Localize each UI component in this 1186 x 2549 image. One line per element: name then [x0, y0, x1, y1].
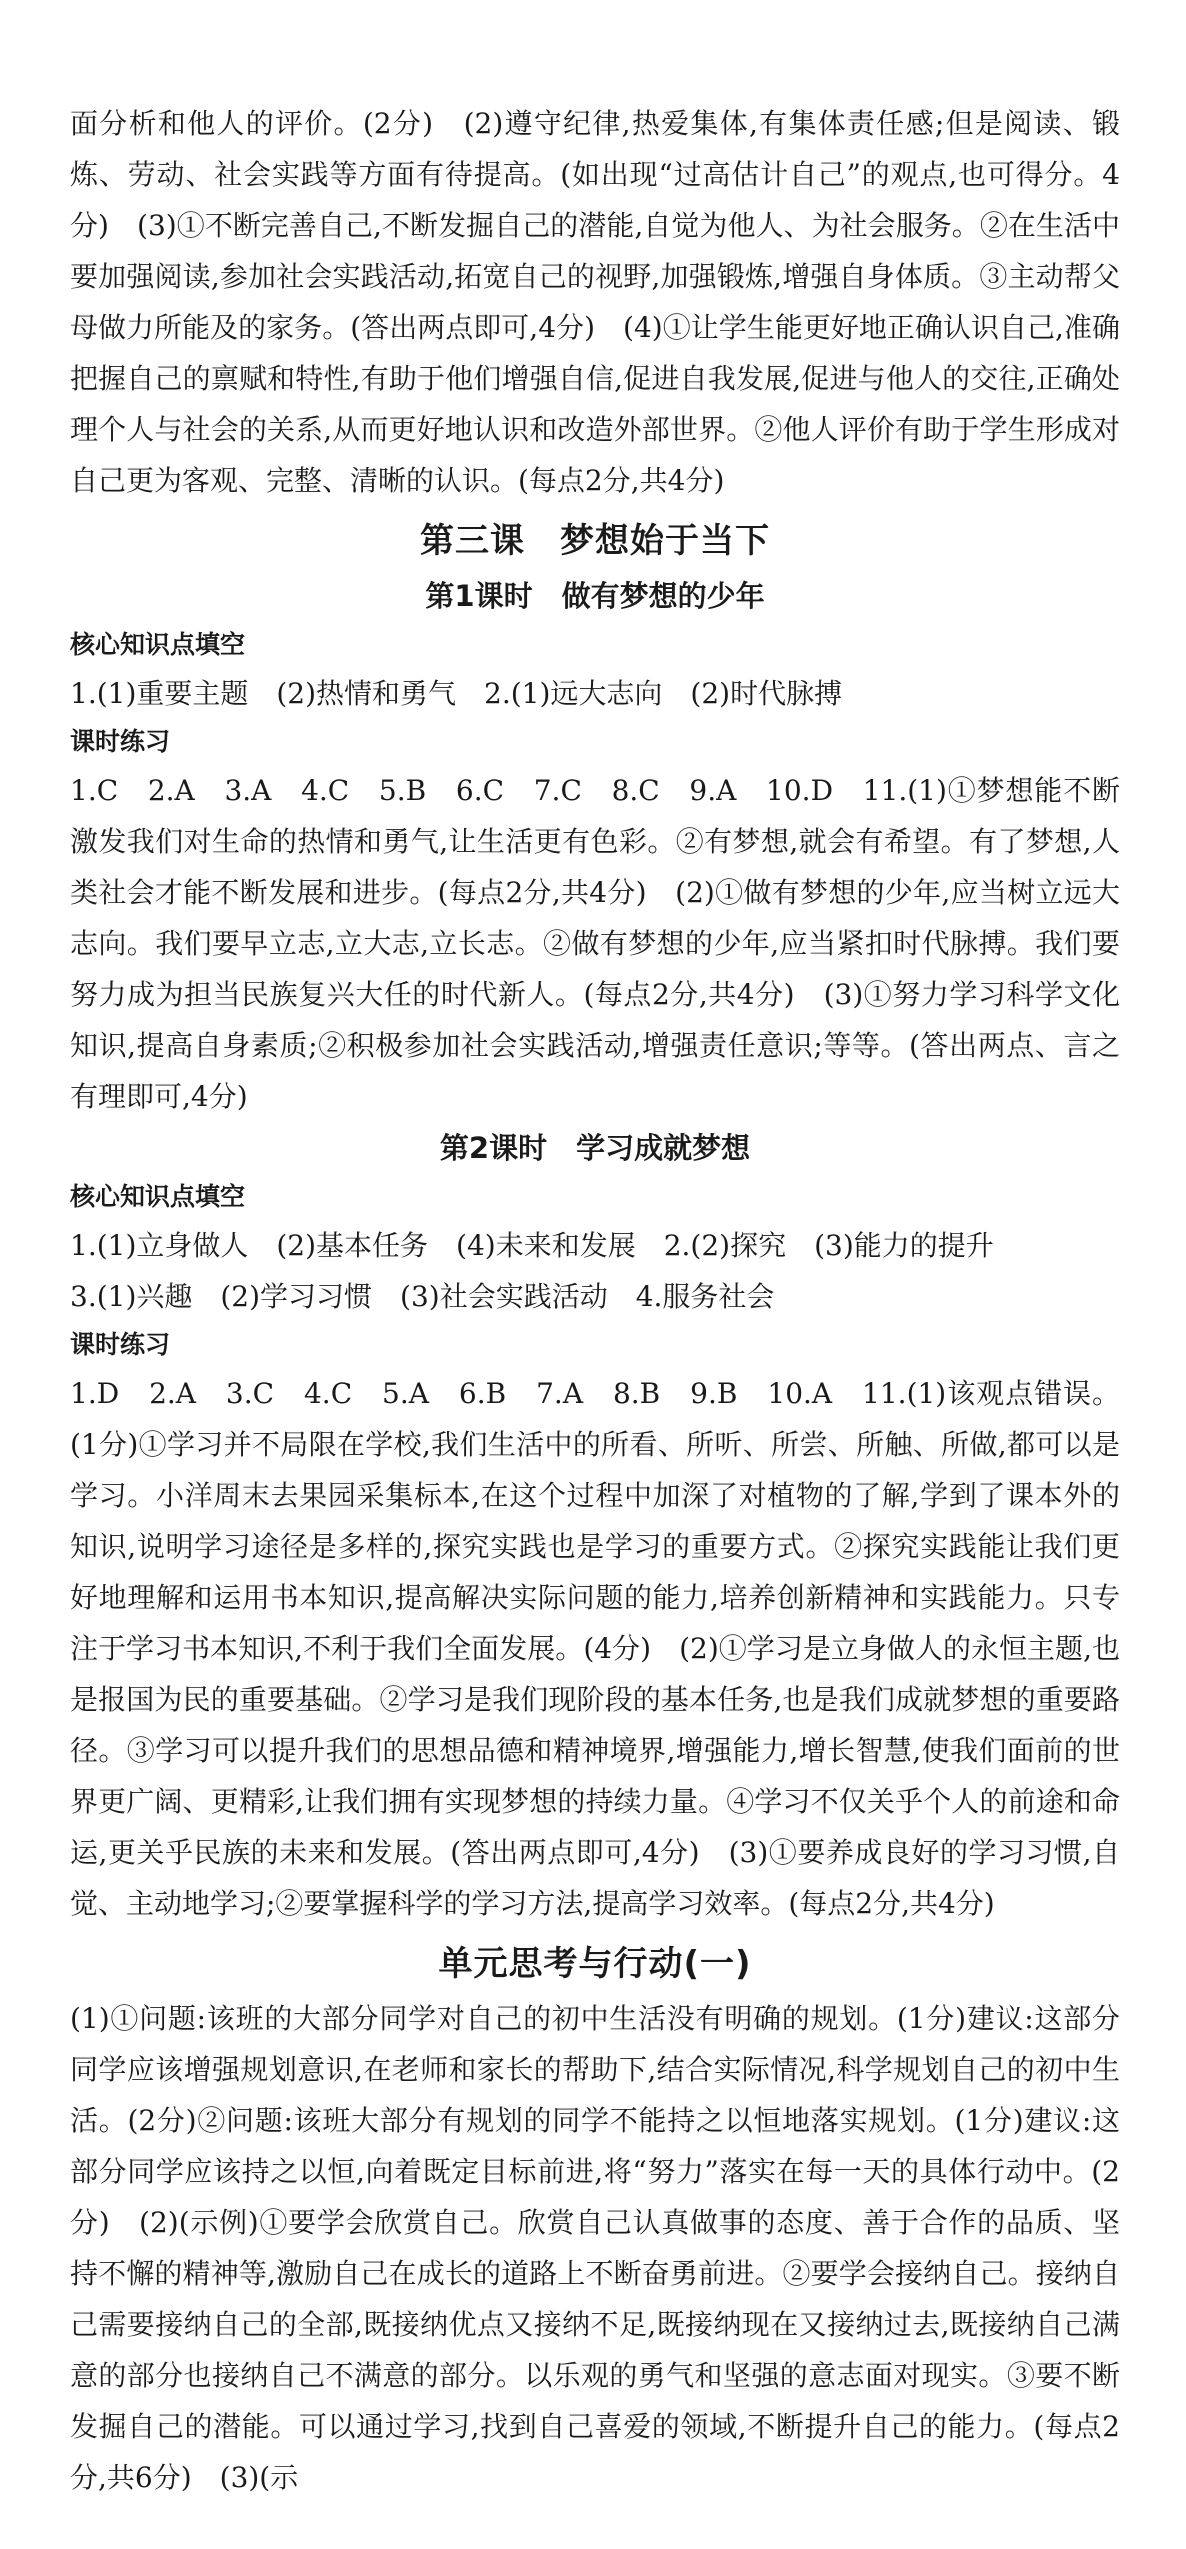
lesson3-title: 第三课 梦想始于当下 — [420, 521, 770, 561]
period1-practice-heading: 课时练习 — [70, 727, 171, 756]
unit-review-answers: (1)①问题:该班的大部分同学对自己的初中生活没有明确的规划。(1分)建议:这部分同学应该增强规划意识,在老师和家长的帮助下,结合实际情况,科学规划自己的初中生活。(2分)②问题:该班大部分有规划的同学不能持之以恒地落实规划。(1分)建议:这部分同学应该持之以恒,向着既定目标前进,将“努力”落实在每一天的具体行动中。(2分) (2)(示例)①要学会欣赏自己。欣赏自己认真做事的态度、善于合作的品质、坚持不懈的精神等,激励自己在成长的道路上不断奋勇前进。②要学会接纳自己。接纳自己需要接纳自己的全部,既接纳优点又接纳不足,既接纳现在又接纳过去,既接纳自己满意的部分也接纳自己不满意的部分。以乐观的勇气和坚强的意志面对现实。③要不断发掘自己的潜能。可以通过学习,找到自己喜爱的领域,不断提升自己的能力。(每点2分,共6分) (3)(示 — [70, 2002, 1120, 2494]
intro-paragraph: 面分析和他人的评价。(2分) (2)遵守纪律,热爱集体,有集体责任感;但是阅读、锻炼、劳动、社会实践等方面有待提高。(如出现“过高估计自己”的观点,也可得分。4分) (3)①不断完善自己,不断发掘自己的潜能,自觉为他人、为社会服务。②在生活中要加强阅读,参加社会实践活动,拓宽自己的视野,加强锻炼,增强自身体质。③主动帮父母做力所能及的家务。(答出两点即可,4分) (4)①让学生能更好地正确认识自己,准确把握自己的禀赋和特性,有助于他们增强自信,促进自我发展,促进与他人的交往,正确处理个人与社会的关系,从而更好地认识和改造外部世界。②他人评价有助于学生形成对自己更为客观、完整、清晰的认识。(每点2分,共4分) — [70, 107, 1120, 497]
unit-review-title: 单元思考与行动(一) — [438, 1944, 752, 1984]
period2-practice-heading: 课时练习 — [70, 1330, 171, 1359]
period1-practice-answers: 1.C 2.A 3.A 4.C 5.B 6.C 7.C 8.C 9.A 10.D 11.(1)①梦想能不断激发我们对生命的热情和勇气,让生活更有色彩。②有梦想,就会有希望。有了梦想,人类社会才能不断发展和进步。(每点2分,共4分) (2)①做有梦想的少年,应当树立远大志向。我们要早立志,立大志,立长志。②做有梦想的少年,应当紧扣时代脉搏。我们要努力成为担当民族复兴大任的时代新人。(每点2分,共4分) (3)①努力学习科学文化知识,提高自身素质;②积极参加社会实践活动,增强责任意识;等等。(答出两点、言之有理即可,4分) — [70, 774, 1120, 1113]
period1-core-heading: 核心知识点填空 — [70, 630, 246, 659]
period1-title: 第1课时 做有梦想的少年 — [425, 579, 765, 613]
answer-page — [70, 98, 1120, 2503]
period2-core-answers-line1: 1.(1)立身做人 (2)基本任务 (4)未来和发展 2.(2)探究 (3)能力的提升 — [70, 1229, 994, 1262]
period2-core-answers-line2: 3.(1)兴趣 (2)学习习惯 (3)社会实践活动 4.服务社会 — [70, 1280, 775, 1313]
period2-core-heading: 核心知识点填空 — [70, 1182, 246, 1211]
period1-core-answers: 1.(1)重要主题 (2)热情和勇气 2.(1)远大志向 (2)时代脉搏 — [70, 677, 843, 710]
period2-title: 第2课时 学习成就梦想 — [439, 1131, 751, 1165]
period2-practice-answers: 1.D 2.A 3.C 4.C 5.A 6.B 7.A 8.B 9.B 10.A 11.(1)该观点错误。(1分)①学习并不局限在学校,我们生活中的所看、所听、所尝、所触、所做,都可以是学习。小洋周末去果园采集标本,在这个过程中加深了对植物的了解,学到了课本外的知识,说明学习途径是多样的,探究实践也是学习的重要方式。②探究实践能让我们更好地理解和运用书本知识,提高解决实际问题的能力,培养创新精神和实践能力。只专注于学习书本知识,不利于我们全面发展。(4分) (2)①学习是立身做人的永恒主题,也是报国为民的重要基础。②学习是我们现阶段的基本任务,也是我们成就梦想的重要路径。③学习可以提升我们的思想品德和精神境界,增强能力,增长智慧,使我们面前的世界更广阔、更精彩,让我们拥有实现梦想的持续力量。④学习不仅关乎个人的前途和命运,更关乎民族的未来和发展。(答出两点即可,4分) (3)①要养成良好的学习习惯,自觉、主动地学习;②要掌握科学的学习方法,提高学习效率。(每点2分,共4分) — [70, 1377, 1120, 1920]
